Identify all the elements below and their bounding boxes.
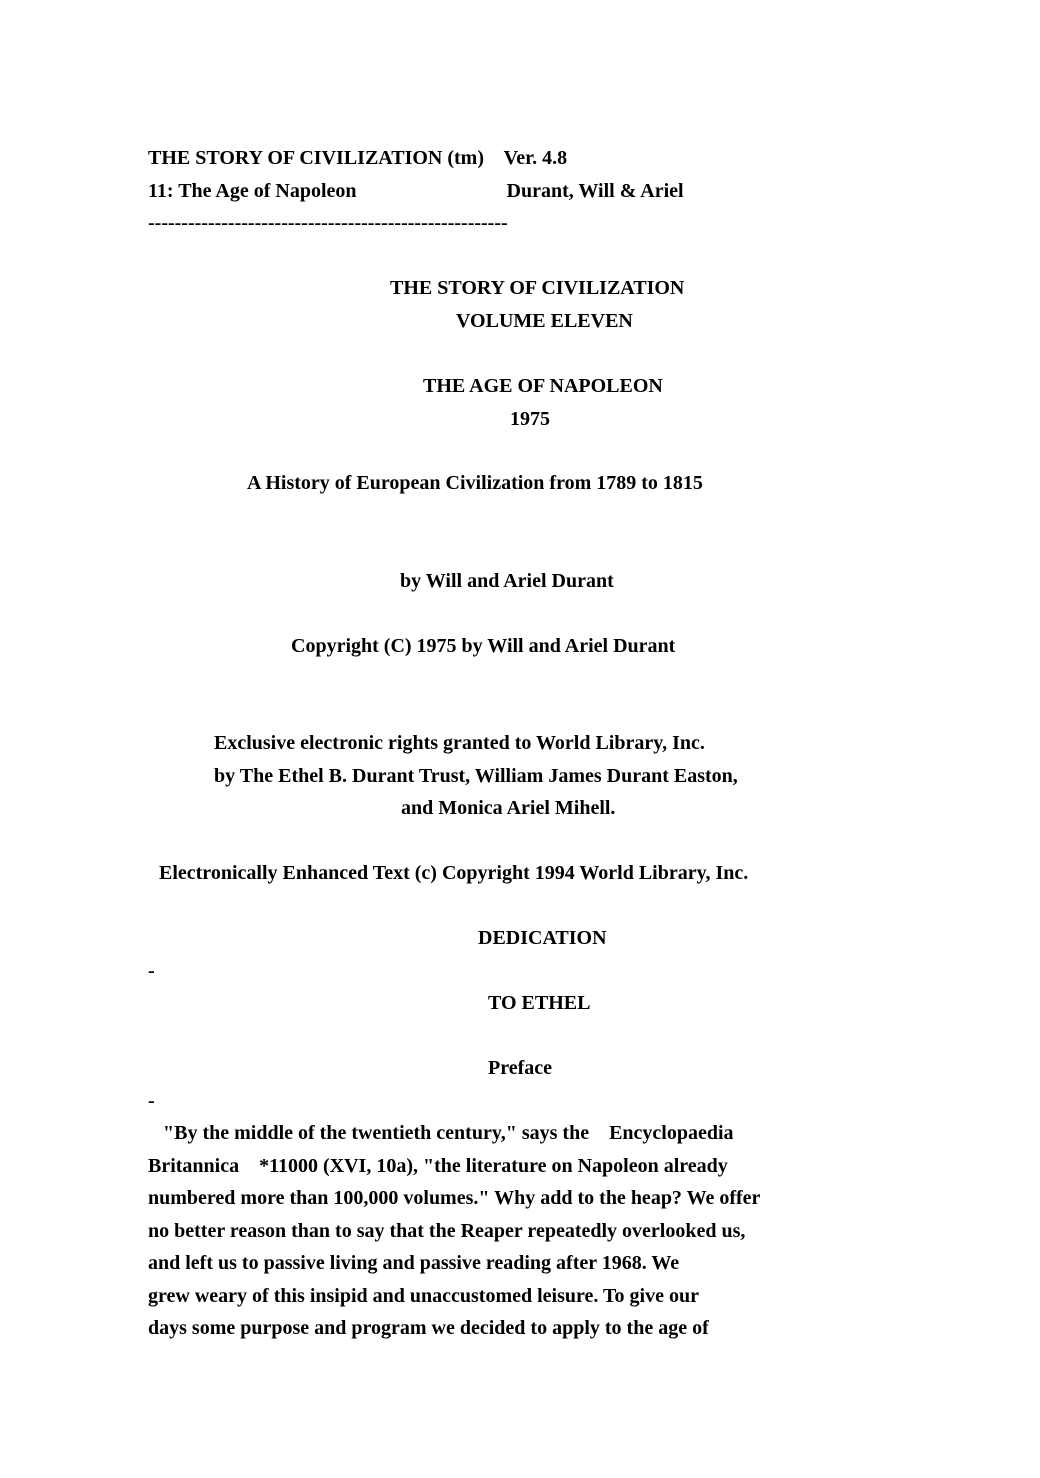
dedication-separator: - xyxy=(148,960,155,982)
series-title: THE STORY OF CIVILIZATION xyxy=(390,277,685,299)
publication-year: 1975 xyxy=(510,408,550,430)
book-title: THE AGE OF NAPOLEON xyxy=(423,375,663,397)
volume-number: VOLUME ELEVEN xyxy=(456,310,633,332)
preface-line: no better reason than to say that the Reaper repeatedly overlooked us, xyxy=(148,1220,746,1242)
preface-line: Britannica *11000 (XVI, 10a), "the literature on Napoleon already xyxy=(148,1155,728,1177)
preface-line: numbered more than 100,000 volumes." Why add to the heap? We offer xyxy=(148,1187,761,1209)
dedication-heading: DEDICATION xyxy=(478,927,607,949)
dedication-text: TO ETHEL xyxy=(488,992,591,1014)
preface-line: "By the middle of the twentieth century," says the Encyclopaedia xyxy=(148,1122,734,1144)
rights-line: by The Ethel B. Durant Trust, William James Durant Easton, xyxy=(214,765,738,787)
book-subtitle: A History of European Civilization from 1789 to 1815 xyxy=(247,472,703,494)
enhanced-text-notice: Electronically Enhanced Text (c) Copyright 1994 World Library, Inc. xyxy=(159,862,749,884)
rights-line: Exclusive electronic rights granted to World Library, Inc. xyxy=(214,732,705,754)
byline: by Will and Ariel Durant xyxy=(400,570,614,592)
header-rule: ------------------------------------------------------ xyxy=(148,212,508,234)
preface-line: and left us to passive living and passive reading after 1968. We xyxy=(148,1252,680,1274)
rights-line: and Monica Ariel Mihell. xyxy=(401,797,616,819)
preface-line: days some purpose and program we decided to apply to the age of xyxy=(148,1317,709,1339)
preface-line: grew weary of this insipid and unaccustomed leisure. To give our xyxy=(148,1285,699,1307)
preface-heading: Preface xyxy=(488,1057,553,1079)
header-volume-line: 11: The Age of Napoleon Durant, Will & Ariel xyxy=(148,180,684,202)
header-title-line: THE STORY OF CIVILIZATION (tm) Ver. 4.8 xyxy=(148,147,568,169)
copyright-notice: Copyright (C) 1975 by Will and Ariel Durant xyxy=(291,635,676,657)
preface-separator: - xyxy=(148,1090,155,1112)
